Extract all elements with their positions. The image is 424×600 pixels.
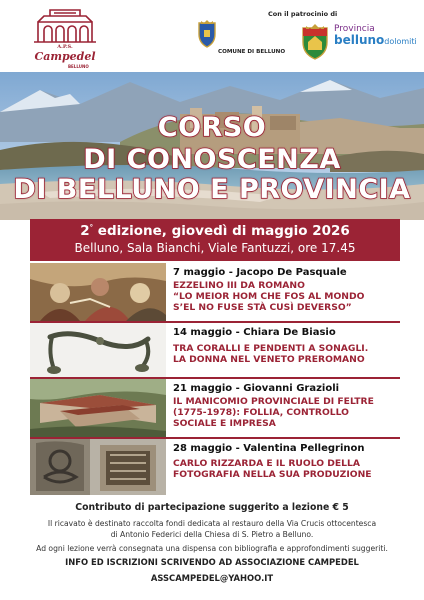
- palace-icon: [30, 8, 100, 44]
- provincia-crest-icon: [300, 24, 330, 60]
- lesson-topic-line: SOCIALE E IMPRESA: [173, 418, 276, 429]
- organizer-aps: A.P.S.: [57, 44, 73, 50]
- edition-info: [30, 219, 400, 261]
- lesson-image: [30, 323, 166, 377]
- lesson-item: [30, 263, 400, 321]
- comune-label: COMUNE DI BELLUNO: [218, 49, 286, 55]
- organizer-name: Campedel: [34, 50, 96, 63]
- fundraising-note-line-1: Il ricavato è destinato raccolta fondi dedicata al restauro della Via Crucis ottocentesca: [47, 519, 377, 528]
- comune-crest-icon: [196, 20, 218, 48]
- lesson-topic-line: LA DONNA NEL VENETO PREROMANO: [173, 354, 365, 365]
- lesson-date-speaker: 21 maggio - Giovanni Grazioli: [173, 383, 340, 394]
- header: [0, 0, 424, 72]
- lesson-date-speaker: 28 maggio - Valentina Pellegrinon: [173, 443, 365, 454]
- lesson-topic-line: S’EL NO FUSE STÀ CUSÌ DEVERSO”: [173, 302, 352, 313]
- lesson-topic-line: EZZELINO III DA ROMANO: [173, 280, 305, 291]
- lesson-topic-line: IL MANICOMIO PROVINCIALE DI FELTRE: [173, 396, 374, 407]
- lesson-image: [30, 379, 166, 437]
- organizer-city: BELLUNO: [68, 64, 89, 69]
- title-line-2: DI CONOSCENZA: [83, 144, 341, 175]
- lesson-topic-line: FOTOGRAFIA NELLA SUA PRODUZIONE: [173, 469, 372, 480]
- patronage-label: Con il patrocinio di: [268, 10, 338, 18]
- lesson-topic-line: (1775-1978): FOLLIA, CONTROLLO: [173, 407, 349, 418]
- fundraising-note-line-2: di Antonio Federici della Chiesa di S. Pietro a Belluno.: [110, 530, 314, 539]
- lesson-image: [30, 439, 166, 495]
- provincia-dolomiti: dolomiti: [384, 37, 417, 46]
- lesson-item: [30, 439, 400, 495]
- lesson-date-speaker: 14 maggio - Chiara De Biasio: [173, 327, 336, 338]
- title-line-3: DI BELLUNO E PROVINCIA: [13, 174, 411, 205]
- lesson-topic-line: “LO MEIOR HOM CHE FOS AL MONDO: [173, 291, 365, 302]
- edition-line-2: Belluno, Sala Bianchi, Viale Fantuzzi, ore 17.45: [74, 241, 356, 255]
- lesson-topic-line: CARLO RIZZARDA E IL RUOLO DELLA: [173, 458, 360, 469]
- lesson-item: [30, 323, 400, 377]
- bronze-fibula-image: [30, 323, 166, 377]
- campedel-logo: [30, 8, 120, 70]
- lessons-panel: [30, 263, 400, 495]
- fresco-image: [30, 263, 166, 321]
- edition-line-1-rest: edizione, giovedì di maggio 2026: [93, 223, 350, 239]
- rizzarda-ironwork-image: [30, 439, 166, 495]
- lesson-item: [30, 379, 400, 437]
- edition-ordinal-sup: °: [89, 223, 94, 232]
- email-link[interactable]: ASSCAMPEDEL@YAHOO.IT: [150, 573, 274, 583]
- handout-note: Ad ogni lezione verrà consegnata una dispensa con bibliografia e approfondimenti suggeriti.: [36, 544, 388, 553]
- lesson-topic-line: TRA CORALLI E PENDENTI A SONAGLI.: [173, 343, 369, 354]
- provincia-city: belluno: [334, 33, 385, 47]
- lesson-image: [30, 263, 166, 321]
- lesson-date-speaker: 7 maggio - Jacopo De Pasquale: [173, 267, 347, 278]
- comune-logo: [196, 20, 296, 64]
- title-line-1: CORSO: [157, 112, 267, 143]
- provincia-logo: [334, 24, 417, 48]
- hospital-aerial-image: [30, 379, 166, 437]
- provincia-label: Provincia: [334, 24, 375, 34]
- edition-ordinal: 2: [80, 223, 90, 239]
- edition-line-1: [30, 223, 400, 239]
- info-text: INFO ED ISCRIZIONI SCRIVENDO AD ASSOCIAZIONE CAMPEDEL: [65, 557, 359, 567]
- contribution-text: Contributo di partecipazione suggerito a lezione € 5: [75, 502, 349, 513]
